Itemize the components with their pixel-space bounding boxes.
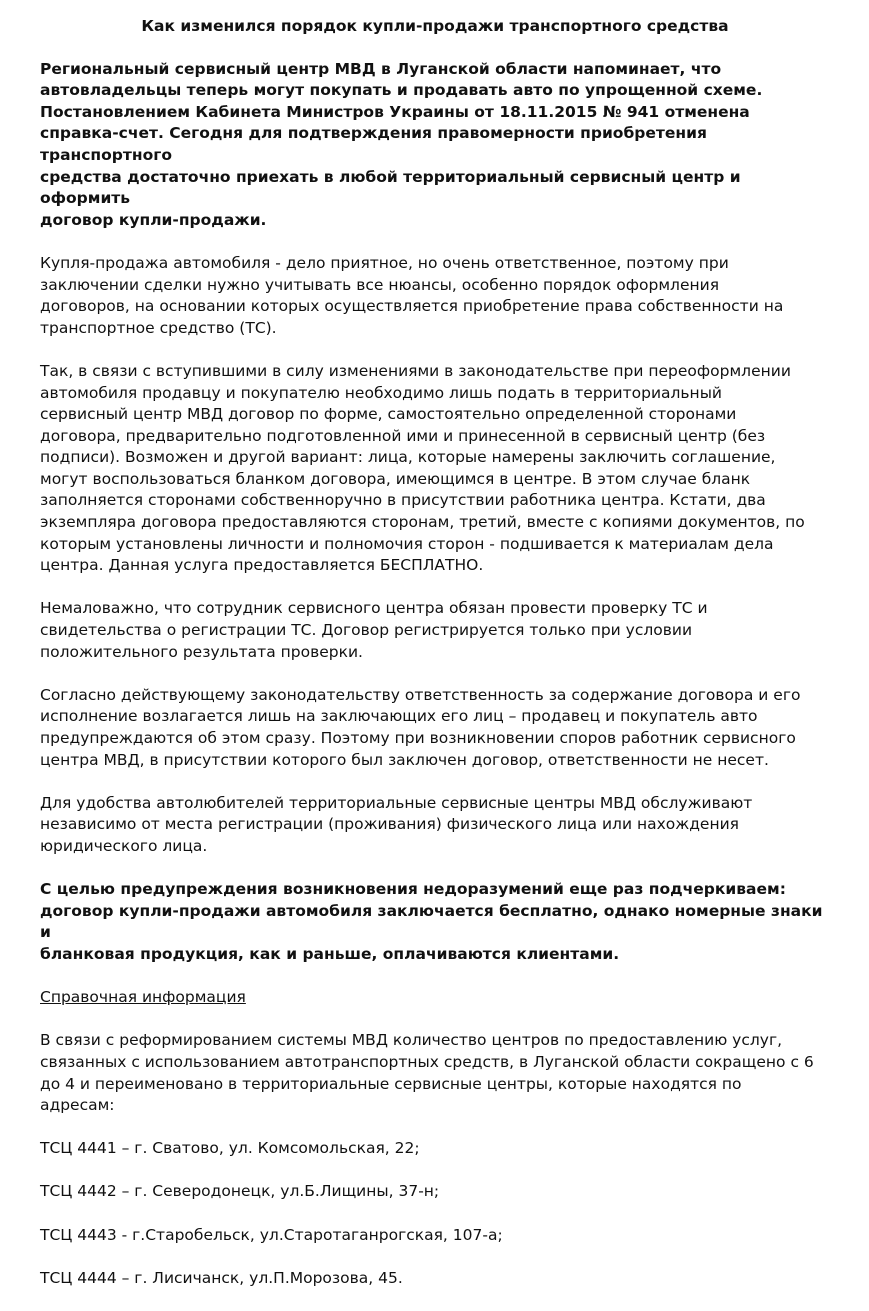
- paragraph-responsibility: Согласно действующему законодательству ответственность за содержание договора и его исполнение возлагается лишь на заключающих его лиц – продавец и покупатель авто предупреждаются об этом сразу. Поэтому при возникновении споров работник сервисного центра МВД, в присутствии которого был заключен договор, ответственности не несет.: [40, 685, 801, 769]
- address-item: ТСЦ 4441 – г. Сватово, ул. Комсомольская, 22;: [40, 1139, 420, 1158]
- emphasis-paragraph: С целью предупреждения возникновения недоразумений еще раз подчеркиваем: договор купли-продажи автомобиля заключается бесплатно, однако номерные знаки и бланковая продукция, как и раньше, оплачиваются клиентами.: [40, 880, 823, 963]
- reference-heading: Справочная информация: [40, 988, 246, 1007]
- paragraph-sale-intro: Купля-продажа автомобиля - дело приятное, но очень ответственное, поэтому при заключении сделки нужно учитывать все нюансы, особенно порядок оформления договоров, на основании которых осуществляется приобретение права собственности на транспортное средство (ТС).: [40, 253, 784, 337]
- address-item: ТСЦ 4443 - г.Старобельск, ул.Старотаганрогская, 107-а;: [40, 1225, 503, 1244]
- paragraph-procedure: Так, в связи с вступившими в силу изменениями в законодательстве при переоформлении автомобиля продавцу и покупателю необходимо лишь подать в территориальный сервисный центр МВД договор по форме, самостоятельно определенной сторонами договора, предварительно подготовленной ими и принесенной в сервисный центр (без подписи). Возможен и другой вариант: лица, которые намерены заключить соглашение, могут воспользоваться бланком договора, имеющимся в центре. В этом случае бланк заполняется сторонами собственноручно в присутствии работника центра. Кстати, два экземпляра договора предоставляются сторонам, третий, вместе с копиями документов, по которым установлены личности и полномочия сторон - подшивается к материалам дела центра. Данная услуга предоставляется БЕСПЛАТНО.: [40, 361, 805, 575]
- document: [40, 16, 830, 1311]
- address-item: ТСЦ 4442 – г. Северодонецк, ул.Б.Лищины, 37-н;: [40, 1182, 440, 1201]
- paragraph-verification: Немаловажно, что сотрудник сервисного центра обязан провести проверку ТС и свидетельства о регистрации ТС. Договор регистрируется только при условии положительного результата проверки.: [40, 599, 708, 661]
- document-title: Как изменился порядок купли-продажи транспортного средства: [141, 17, 729, 35]
- lead-paragraph: Региональный сервисный центр МВД в Луганской области напоминает, что автовладельцы теперь могут покупать и продавать авто по упрощенной схеме. Постановлением Кабинета Министров Украины от 18.11.2015 № 941 отменена справка-счет. Сегодня для подтверждения правомерности приобретения транспортного средства достаточно приехать в любой территориальный сервисный центр и оформить договор купли-продажи.: [40, 59, 763, 229]
- address-item: ТСЦ 4444 – г. Лисичанск, ул.П.Морозова, 45.: [40, 1268, 403, 1287]
- paragraph-service-scope: Для удобства автолюбителей территориальные сервисные центры МВД обслуживают независимо от места регистрации (проживания) физического лица или нахождения юридического лица.: [40, 793, 753, 855]
- reference-paragraph: В связи с реформированием системы МВД количество центров по предоставлению услуг, связанных с использованием автотранспортных средств, в Луганской области сокращено с 6 до 4 и переименовано в территориальные сервисные центры, которые находятся по адресам:: [40, 1031, 814, 1115]
